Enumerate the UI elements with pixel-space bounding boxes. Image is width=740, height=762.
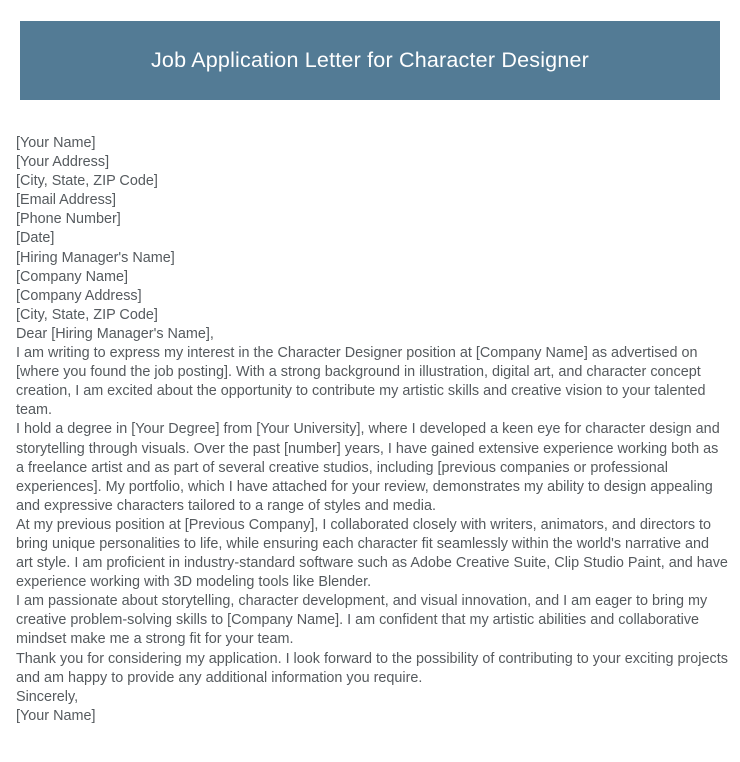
sender-line: [City, State, ZIP Code] <box>16 173 158 190</box>
body-paragraph: I am passionate about storytelling, character development, and visual innovation, and I am eager to bring my creative problem-solving skills to [Company Name]. I am confident that my artistic abilities and collaborative mindset make me a strong fit for your team. <box>16 593 708 648</box>
recipient-address-block <box>16 249 728 325</box>
sender-address-block <box>16 134 728 249</box>
body-paragraph: Thank you for considering my application. I look forward to the possibility of contributing to your exciting projects and am happy to provide any additional information you require. <box>16 650 728 686</box>
recipient-line: [Hiring Manager's Name] <box>16 249 175 266</box>
page-title: Job Application Letter for Character Designer <box>150 47 590 72</box>
body-paragraph: I hold a degree in [Your Degree] from [Your University], where I developed a keen eye for character design and storytelling through visuals. Over the past [number] years, I have gained extensive experience working both as a freelance artist and as part of several creative studios, including [previous companies or professional experiences]. My portfolio, which I have attached for your review, demonstrates my ability to design appealing and expressive characters tailored to a range of styles and media. <box>16 421 720 514</box>
body-paragraph: At my previous position at [Previous Company], I collaborated closely with writers, animators, and directors to bring unique personalities to life, while ensuring each character fit seamlessly within the world's narrative and art style. I am proficient in industry-standard software such as Adobe Creative Suite, Clip Studio Paint, and have experience working with 3D modeling tools like Blender. <box>16 516 728 591</box>
sender-line: [Your Name] <box>16 135 96 151</box>
body-paragraph: I am writing to express my interest in the Character Designer position at [Company Name] as advertised on [where you found the job posting]. With a strong background in illustration, digital art, and character concept creation, I am excited about the opportunity to contribute my artistic skills and creative vision to your talented team. <box>16 345 706 419</box>
signature-name: [Your Name] <box>16 707 96 724</box>
recipient-line: [Company Name] <box>16 268 128 285</box>
closing: Sincerely, <box>16 688 79 705</box>
sender-line: [Phone Number] <box>16 211 121 228</box>
sender-line: [Email Address] <box>16 192 116 209</box>
salutation: Dear [Hiring Manager's Name], <box>16 325 214 342</box>
sender-line: [Your Address] <box>16 154 110 171</box>
letter-body <box>16 134 728 726</box>
document-header-banner <box>20 21 720 100</box>
recipient-line: [City, State, ZIP Code] <box>16 306 158 323</box>
sender-line: [Date] <box>16 230 55 247</box>
recipient-line: [Company Address] <box>16 287 142 304</box>
